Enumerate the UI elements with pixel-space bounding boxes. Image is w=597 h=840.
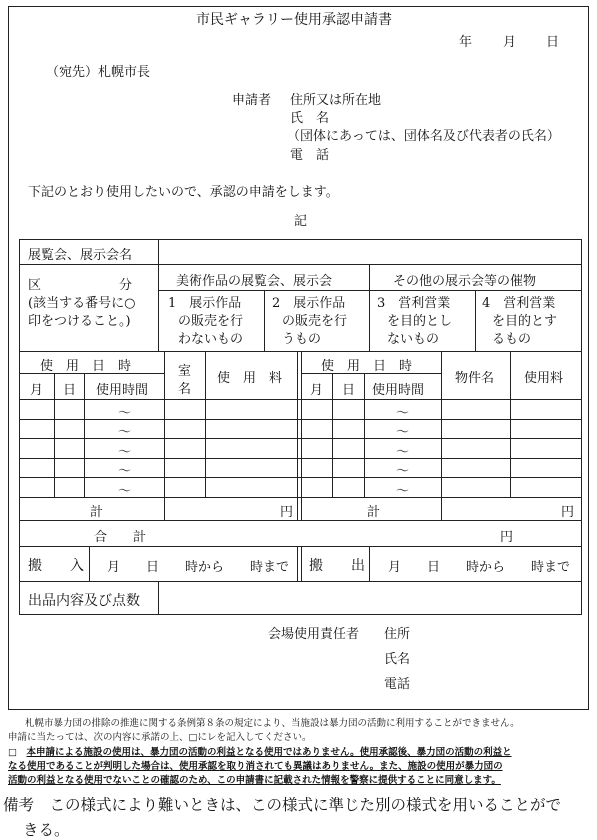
manager-phone-label: 電話 [384, 677, 411, 692]
option-line: 展示作品 [293, 296, 346, 311]
subtotal-yen-left: 円 [280, 505, 294, 520]
manager-label: 会場使用責任者 [268, 627, 360, 642]
category-option-4[interactable] [482, 295, 557, 349]
option-number: 1 [168, 296, 177, 311]
option-line: うもの [282, 332, 322, 347]
subtotal-yen-right: 円 [561, 505, 575, 520]
day-header: 日 [63, 383, 77, 398]
time-range-separator: ～ [118, 484, 132, 499]
phone-label: 電 話 [290, 148, 330, 163]
date-day: 日 [546, 35, 560, 50]
usage-fee-header-right: 使用料 [524, 371, 564, 386]
remarks-line-2: きる。 [23, 821, 70, 839]
carry-out-time: 月 日 時から 時まで [388, 560, 571, 575]
time-range-separator: ～ [396, 445, 410, 460]
ki-mark: 記 [294, 214, 308, 229]
group-other-label: その他の展示会等の催物 [393, 274, 537, 289]
option-line: ないもの [387, 332, 440, 347]
usage-fee-header: 使 用 料 [217, 371, 283, 386]
room-header-1: 室 [178, 364, 192, 379]
option-line: 営利営業 [398, 296, 451, 311]
consent-checkbox[interactable]: □ [8, 747, 17, 758]
time-range-separator: ～ [396, 425, 410, 440]
instruction-note: 申請に当たっては、次の内容に承諾の上、□にレを記入してください。 [8, 732, 312, 743]
category-option-1[interactable] [168, 295, 243, 349]
consent-line-1 [8, 744, 512, 758]
time-range-separator: ～ [118, 464, 132, 479]
name-label: 氏 名 [290, 111, 330, 126]
subtotal-label-left: 計 [90, 505, 104, 520]
date-year: 年 [459, 35, 473, 50]
violence-law-note: 札幌市暴力団の排除の推進に関する条例第８条の規定により、当施設は暴力団の活動に利用することができません。 [25, 718, 520, 729]
addressee: （宛先）札幌市長 [46, 65, 151, 80]
category-instruction-1: (該当する番号に○ [28, 296, 136, 311]
time-range-separator: ～ [396, 484, 410, 499]
option-line: るもの [492, 332, 532, 347]
month-header: 月 [30, 383, 44, 398]
total-label: 合 計 [94, 530, 147, 545]
address-label: 住所又は所在地 [290, 93, 382, 108]
time-range-separator: ～ [118, 406, 132, 421]
category-label: 区 分 [28, 278, 133, 293]
item-name-header: 物件名 [455, 371, 495, 386]
category-option-3[interactable] [377, 295, 452, 349]
exhibit-contents-field[interactable] [160, 583, 580, 613]
usage-datetime-header-right: 使 用 日 時 [321, 359, 413, 374]
exhibition-name-label: 展覧会、展示会名 [28, 248, 133, 263]
time-range-separator: ～ [118, 425, 132, 440]
option-line: を目的とし [387, 314, 453, 329]
time-range-separator: ～ [396, 406, 410, 421]
day-header-right: 日 [342, 383, 356, 398]
option-number: 3 [377, 296, 386, 311]
form-title: 市民ギャラリー使用承認申請書 [196, 12, 392, 28]
applicant-label: 申請者 [232, 93, 272, 108]
month-header-right: 月 [310, 383, 324, 398]
category-instruction-2: 印をつけること。) [28, 314, 131, 329]
carry-in-label: 搬 入 [28, 558, 84, 574]
exhibition-name-field[interactable] [160, 242, 580, 263]
option-number: 2 [272, 296, 281, 311]
option-line: 営利営業 [503, 296, 556, 311]
remarks-line-1: 備考 この様式により難いときは、この様式に準じた別の様式を用いることがで [3, 796, 562, 814]
total-yen: 円 [500, 530, 514, 545]
consent-line-2: なる使用であることが判明した場合は、使用承認を取り消されても異議はありません。また、施設の使用が暴力団の [8, 761, 503, 772]
category-option-2[interactable] [272, 295, 347, 349]
option-line: を目的とす [492, 314, 558, 329]
consent-text-1: 本申請による施設の使用は、暴力団の活動の利益となる使用ではありません。使用承認後、暴力団の活動の利益と [26, 747, 512, 758]
usage-time-header-right: 使用時間 [372, 383, 425, 398]
manager-address-label: 住所 [384, 627, 411, 642]
manager-name-label: 氏名 [384, 652, 411, 667]
date-month: 月 [503, 35, 517, 50]
option-line: の販売を行 [282, 314, 348, 329]
name-note: （団体にあっては、団体名及び代表者の氏名） [287, 129, 560, 144]
group-art-label: 美術作品の展覧会、展示会 [176, 274, 333, 289]
option-line: の販売を行 [178, 314, 244, 329]
option-line: わないもの [178, 332, 244, 347]
usage-datetime-header: 使 用 日 時 [40, 359, 132, 374]
exhibit-contents-label: 出品内容及び点数 [28, 593, 140, 609]
subtotal-label-right: 計 [367, 505, 381, 520]
time-range-separator: ～ [396, 464, 410, 479]
time-range-separator: ～ [118, 445, 132, 460]
consent-line-3: 活動の利益となる使用でないことの確認のため、この申請書に記載された情報を警察に提供することに同意します。 [8, 775, 501, 786]
option-line: 展示作品 [189, 296, 242, 311]
carry-out-label: 搬 出 [309, 558, 365, 574]
usage-time-header: 使用時間 [96, 383, 149, 398]
option-number: 4 [482, 296, 491, 311]
carry-in-time: 月 日 時から 時まで [107, 560, 290, 575]
room-header-2: 名 [178, 382, 192, 397]
request-text: 下記のとおり使用したいので、承認の申請をします。 [28, 185, 339, 200]
